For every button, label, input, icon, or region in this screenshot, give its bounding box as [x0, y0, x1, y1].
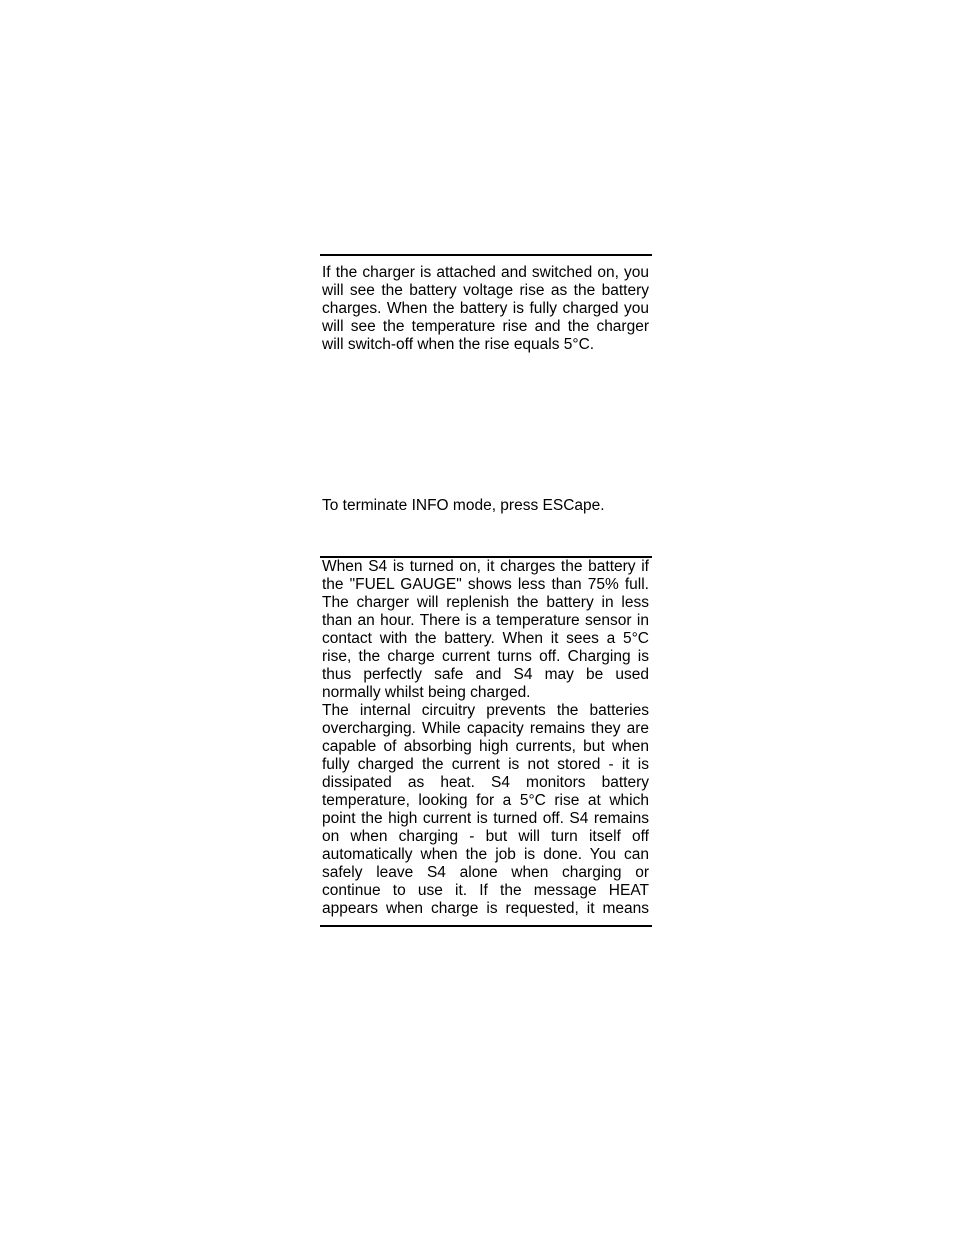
text-line: overcharging. While capacity remains they are: [322, 720, 649, 737]
text-line: on when charging - but will turn itself off: [322, 828, 649, 845]
paragraph: [322, 702, 649, 918]
text-line: thus perfectly safe and S4 may be used: [322, 666, 649, 683]
paragraph: [322, 558, 649, 702]
text-line: The charger will replenish the battery in less: [322, 594, 649, 611]
top-divider: [320, 254, 652, 256]
text-line: automatically when the job is done. You can: [322, 846, 649, 863]
charger-info-section: [322, 264, 649, 354]
text-line: capable of absorbing high currents, but when: [322, 738, 649, 755]
text-line: contact with the battery. When it sees a 5°C: [322, 630, 649, 647]
bottom-divider: [320, 925, 652, 927]
text-line: normally whilst being charged.: [322, 684, 531, 701]
text-line: rise, the charge current turns off. Charging is: [322, 648, 649, 665]
text-line: safely leave S4 alone when charging or: [322, 864, 649, 881]
text-line: When S4 is turned on, it charges the battery if: [322, 558, 649, 575]
text-line: will see the battery voltage rise as the battery: [322, 282, 649, 299]
text-line: will see the temperature rise and the charger: [322, 318, 649, 335]
text-line: If the charger is attached and switched on, you: [322, 264, 649, 281]
charging-section: [322, 558, 649, 918]
text-line: continue to use it. If the message HEAT: [322, 882, 649, 899]
terminate-info-section: [322, 497, 649, 515]
text-line: than an hour. There is a temperature sensor in: [322, 612, 649, 629]
text-line: To terminate INFO mode, press ESCape.: [322, 497, 605, 514]
text-line: will switch-off when the rise equals 5°C.: [322, 336, 595, 353]
text-line: the "FUEL GAUGE" shows less than 75% full.: [322, 576, 649, 593]
text-line: appears when charge is requested, it means: [322, 900, 649, 917]
text-line: dissipated as heat. S4 monitors battery: [322, 774, 649, 791]
text-line: temperature, looking for a 5°C rise at which: [322, 792, 649, 809]
text-line: point the high current is turned off. S4 remains: [322, 810, 649, 827]
text-line: fully charged the current is not stored - it is: [322, 756, 649, 773]
text-line: charges. When the battery is fully charged you: [322, 300, 649, 317]
text-line: The internal circuitry prevents the batteries: [322, 702, 649, 719]
